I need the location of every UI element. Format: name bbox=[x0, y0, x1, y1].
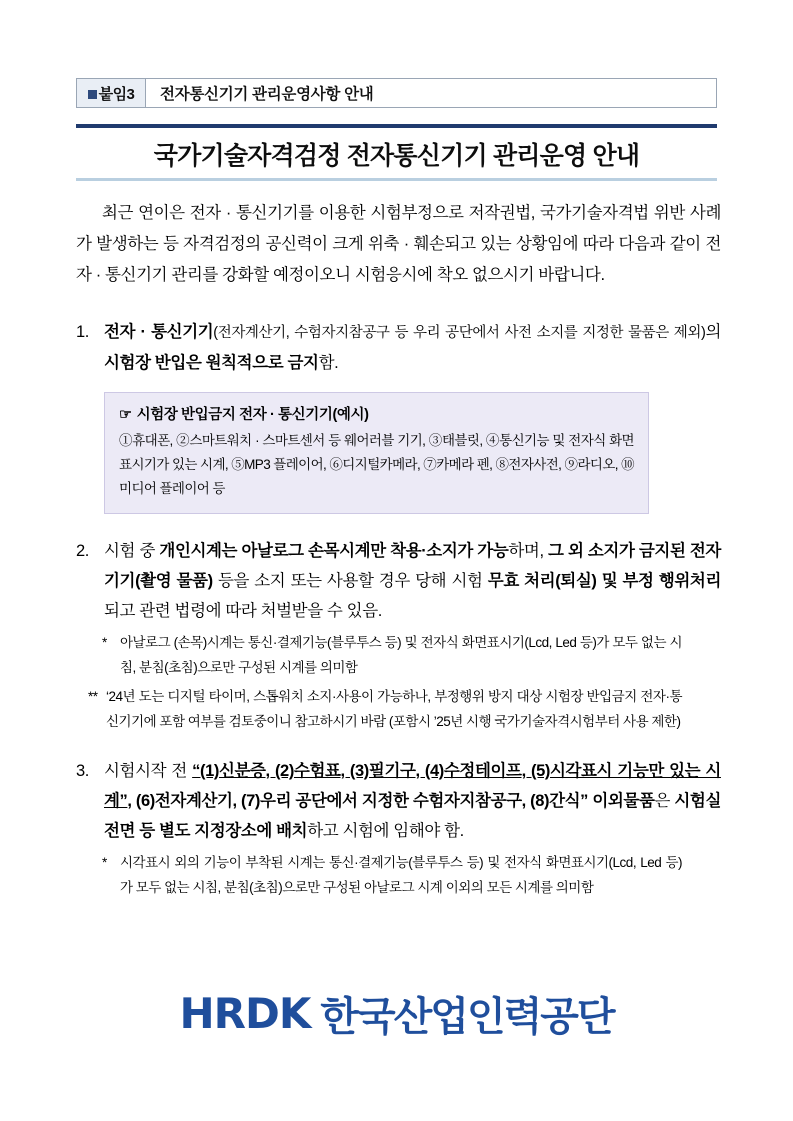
footnote bbox=[102, 850, 682, 900]
example-callout-box bbox=[104, 392, 649, 514]
document-title-band bbox=[76, 124, 717, 181]
list-item bbox=[76, 317, 721, 378]
attachment-header bbox=[76, 78, 717, 108]
item2-text-e: 등을 소지 또는 사용할 경우 당해 시험 bbox=[212, 572, 488, 590]
item3-text-c: , (6)전자계산기, (7)우리 공단에서 지정한 수험자지참공구, (8)간식” 이외물품 bbox=[127, 792, 655, 810]
footnote bbox=[102, 630, 682, 680]
list-item bbox=[76, 756, 721, 846]
footnote-mark: * bbox=[102, 855, 107, 870]
item2-text-c: 하며, bbox=[508, 542, 549, 560]
item2-text-g: 되고 관련 법령에 따라 처벌받을 수 있음. bbox=[104, 602, 382, 620]
example-box-title-row bbox=[119, 403, 634, 427]
hrdk-logo-mark: HRDK bbox=[179, 989, 311, 1038]
item3-text-a: 시험시작 전 bbox=[104, 762, 193, 780]
item3-text-f: 하고 시험에 임해야 함. bbox=[307, 822, 464, 840]
list-item-number: 3. bbox=[76, 762, 89, 780]
attachment-title: 전자통신기기 관리운영사항 안내 bbox=[145, 78, 717, 108]
hrdk-logo-text: 한국산업인력공단 bbox=[320, 995, 614, 1039]
footnote-text: ‘24년 도는 디지털 타이머, 스톱워치 소지·사용이 가능하나, 부정행위 방지 대상 시험장 반입금지 전자·통신기기에 포함 여부를 검토중이니 참고하시기 바람 (포함시 ’25년 시행 국가기술자격시험부터 사용 제한) bbox=[106, 689, 682, 729]
footnote-text: 아날로그 (손목)시계는 통신·결제기능(블루투스 등) 및 전자식 화면표시기(Lcd, Led 등)가 모두 없는 시침, 분침(초침)으로만 구성된 시계를 의미함 bbox=[120, 635, 682, 675]
example-box-body: ①휴대폰, ②스마트워치 · 스마트센서 등 웨어러블 기기, ③태블릿, ④통신기능 및 전자식 화면표시기가 있는 시계, ⑤MP3 플레이어, ⑥디지털카메라, ⑦카메라 펜, ⑧전자사전, ⑨라디오, ⑩미디어 플레이어 등 bbox=[119, 433, 634, 496]
item2-text-b: 개인시계는 아날로그 손목시계만 착용·소지가 가능 bbox=[159, 542, 509, 560]
organization-logo bbox=[0, 985, 793, 1042]
item3-text-e: 시험실 전면 등 별도 지정장소에 배치 bbox=[104, 792, 721, 840]
document-body bbox=[76, 198, 721, 900]
item2-text-d: 그 외 소지가 금지된 전자기기(촬영 물품) bbox=[104, 542, 721, 590]
square-icon bbox=[88, 90, 97, 99]
item1-part5: 함. bbox=[318, 354, 339, 372]
item1-part3: 의 bbox=[705, 323, 721, 341]
attachment-badge-label: 붙임3 bbox=[98, 85, 135, 103]
footnote-text: 시각표시 외의 기능이 부착된 시계는 통신·결제기능(블루투스 등) 및 전자식 화면표시기(Lcd, Led 등)가 모두 없는 시침, 분침(초침)으로만 구성된 아날로그 시계 이외의 모든 시계를 의미함 bbox=[120, 855, 682, 895]
numbered-list bbox=[76, 317, 721, 900]
list-item-number: 1. bbox=[76, 323, 89, 341]
footnote-mark: ** bbox=[88, 689, 98, 704]
item3-text-d: 은 bbox=[654, 792, 675, 810]
item2-text-a: 시험 중 bbox=[104, 542, 160, 560]
footnote-mark: * bbox=[102, 635, 107, 650]
list-item bbox=[76, 536, 721, 626]
item2-text-f: 무효 처리(퇴실) 및 부정 행위처리 bbox=[487, 572, 722, 590]
item1-part1: 전자 · 통신기기 bbox=[104, 323, 214, 341]
lead-paragraph: 최근 연이은 전자 · 통신기기를 이용한 시험부정으로 저작권법, 국가기술자격법 위반 사례가 발생하는 등 자격검정의 공신력이 크게 위축 · 훼손되고 있는 상황임에 따라 다음과 같이 전자 · 통신기기 관리를 강화할 예정이오니 시험응시에 착오 없으시기 바랍니다. bbox=[76, 204, 721, 284]
page-title: 국가기술자격검정 전자통신기기 관리운영 안내 bbox=[153, 142, 640, 170]
attachment-badge bbox=[76, 78, 145, 108]
title-rule-bottom bbox=[76, 178, 717, 181]
example-box-title: 시험장 반입금지 전자 · 통신기기(예시) bbox=[136, 407, 369, 423]
footnote bbox=[88, 684, 682, 734]
pointing-hand-icon: ☞ bbox=[119, 407, 132, 423]
list-item-number: 2. bbox=[76, 542, 89, 560]
item3-text-b: “(1)신분증, (2)수험표, (3)필기구, (4)수정테이프, (5)시각표시 기능만 있는 시계” bbox=[104, 762, 721, 810]
item1-part2: (전자계산기, 수험자지참공구 등 우리 공단에서 사전 소지를 지정한 물품은 제외) bbox=[213, 325, 706, 341]
item1-part4: 시험장 반입은 원칙적으로 금지 bbox=[104, 354, 319, 372]
